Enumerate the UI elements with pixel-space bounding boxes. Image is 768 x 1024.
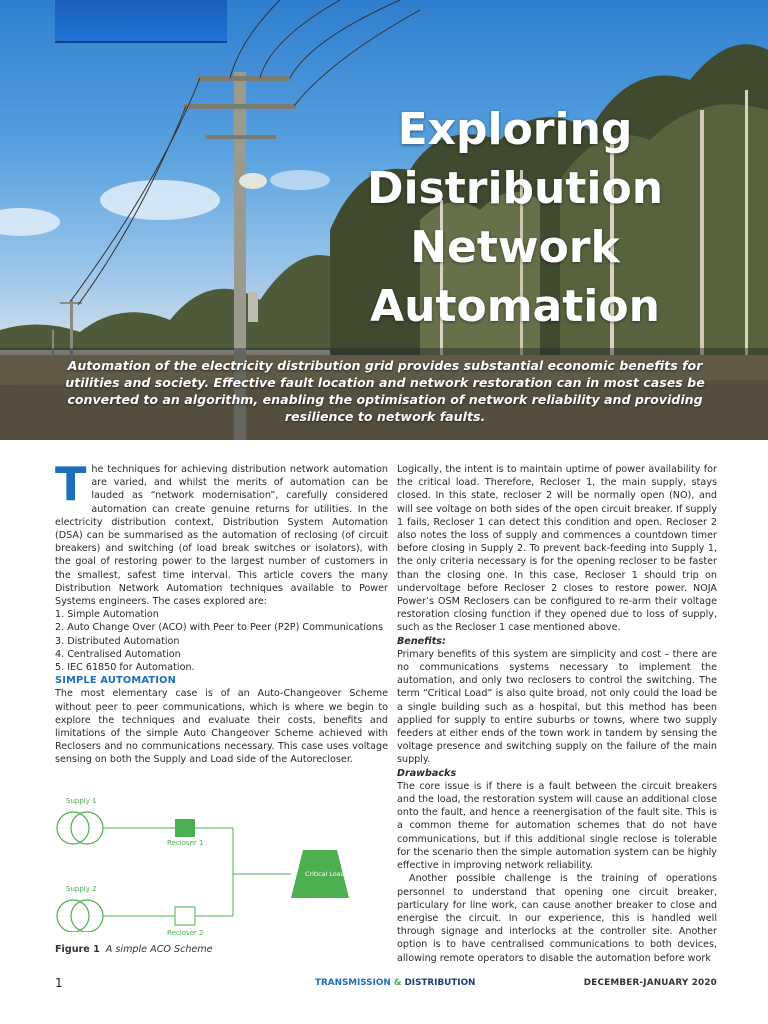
left-column bbox=[55, 457, 388, 767]
section-heading: SIMPLE AUTOMATION bbox=[55, 675, 177, 687]
page-footer bbox=[55, 976, 717, 994]
drawbacks-paragraph: The core issue is if there is a fault between the circuit breakers and the load, the restoration system will cause an additional close onto the fault, and hence a reenergisation of the fault site. This is a common theme for automation schemes that do not have communications, but if this additional single reclose is tolerable for the scenario then the simple automation system can be highly effective in improving network reliability. bbox=[397, 780, 717, 872]
label-supply1: Supply 1 bbox=[66, 797, 97, 805]
aco-diagram-svg bbox=[55, 792, 375, 932]
recloser2-open bbox=[175, 907, 195, 925]
supply1-coil-a bbox=[57, 812, 89, 844]
list-item: 3. Distributed Automation bbox=[55, 635, 180, 647]
benefits-heading: Benefits: bbox=[397, 635, 446, 647]
cases-list bbox=[55, 608, 388, 674]
magazine-name bbox=[315, 978, 475, 988]
label-recloser2: Recloser 2 bbox=[167, 929, 204, 937]
title-line: Automation bbox=[370, 281, 660, 332]
drop-cap: T bbox=[55, 457, 87, 511]
figure-caption-text: A simple ACO Scheme bbox=[105, 944, 213, 955]
section-paragraph: The most elementary case is of an Auto-Changeover Scheme without peer to peer communications, which is where we begin to explore the techniques and evaluate their costs, benefits and limitations of the simple Auto Changeover Scheme achieved with Reclosers and no communications necessary. This case uses voltage sensing on both the Supply and Load side of the Autorecloser. bbox=[55, 688, 388, 766]
figure-aco-diagram bbox=[55, 792, 375, 937]
list-item: 5. IEC 61850 for Automation. bbox=[55, 662, 195, 674]
hero-image bbox=[0, 0, 768, 440]
list-item: 1. Simple Automation bbox=[55, 609, 159, 621]
figure-caption bbox=[55, 944, 213, 955]
supply2-coil-b bbox=[71, 900, 103, 932]
list-item: 4. Centralised Automation bbox=[55, 648, 181, 660]
label-supply2: Supply 2 bbox=[66, 885, 97, 893]
magazine-name-part1: TRANSMISSION bbox=[315, 978, 391, 988]
magazine-name-part2: DISTRIBUTION bbox=[404, 978, 476, 988]
article-title bbox=[330, 100, 700, 336]
supply1-coil-b bbox=[71, 812, 103, 844]
logic-paragraph: Logically, the intent is to maintain uptime of power availability for the critical load. Therefore, Recloser 1, the main supply, stays closed. In this state, recloser 2 will be normally open (NO), and will see voltage on both sides of the open circuit breaker. If supply 1 fails, Recloser 1 can detect this condition and open. Recloser 2 also notes the loss of supply and commences a countdown timer before closing in Supply 2. To prevent back-feeding into Supply 1, the only criteria necessary is for the opening recloser to be faster than the closing one. In this case, Recloser 1 should trip on undervoltage before Recloser 2 closes to restore power. NOJA Power’s OSM Reclosers can be configured to re-arm their voltage restoration closing function if they opened due to loss of supply, such as the Recloser 1 case mentioned above. bbox=[397, 464, 717, 634]
intro-text: he techniques for achieving distribution network automation are varied, and whilst the merits of automation can be lauded as “network modernisation”, carefully considered automation can create genuine returns for utilities. In the electricity distribution context, Distribution System Automation (DSA) can be summarised as the automation of reclosing (of circuit breakers) and switching (of load break switches or isolators), with the goal of restoring power to the largest number of customers in the smallest, safest time interval. This article covers the many Distribution Network Automation techniques available to Power Systems engineers. The cases explored are: bbox=[55, 464, 388, 608]
issue-date: DECEMBER-JANUARY 2020 bbox=[583, 978, 717, 988]
section-tab bbox=[55, 0, 227, 43]
page-number: 1 bbox=[55, 976, 63, 990]
right-column bbox=[397, 463, 717, 965]
drawbacks-heading: Drawbacks bbox=[397, 767, 457, 779]
list-item: 2. Auto Change Over (ACO) with Peer to Peer (P2P) Communications bbox=[55, 622, 384, 634]
drawbacks-paragraph-2: Another possible challenge is the training of operations personnel to understand that opening one circuit breaker, particulary for line work, can cause another breaker to close and energise the circuit. In our experience, this is handled well through signage and interlocks at the controller site. Another option is to have centralised communications to both devices, allowing remote operators to disable the automation before work bbox=[397, 873, 717, 964]
label-recloser1: Recloser 1 bbox=[167, 839, 204, 847]
benefits-paragraph: Primary benefits of this system are simplicity and cost – there are no communications systems necessary to implement the automation, and only two reclosers to control the switching. The term “Critical Load” is also quite broad, not only could the load be a single building such as a hospital, but this method has been applied for supply to entire suburbs or towns, where two supply feeders at either ends of the town work in tandem by sensing the voltage presence and switching supply on the failure of the main supply. bbox=[397, 648, 717, 766]
title-line: Distribution bbox=[366, 163, 664, 214]
magazine-name-amp: & bbox=[390, 978, 405, 988]
intro-paragraph bbox=[55, 457, 388, 608]
figure-number: Figure 1 bbox=[55, 944, 100, 955]
title-line: Exploring bbox=[397, 104, 633, 155]
label-critical-load: Critical Load bbox=[305, 870, 345, 878]
title-line: Network bbox=[410, 222, 620, 273]
article-lede: Automation of the electricity distribution grid provides substantial economic benefits for utilities and society. Effective fault location and network restoration can in most cases be converted to an algorithm, enabling the optimisation of network reliability and providing resilience to network faults. bbox=[65, 358, 705, 424]
recloser1-closed bbox=[175, 819, 195, 837]
supply2-coil-a bbox=[57, 900, 89, 932]
